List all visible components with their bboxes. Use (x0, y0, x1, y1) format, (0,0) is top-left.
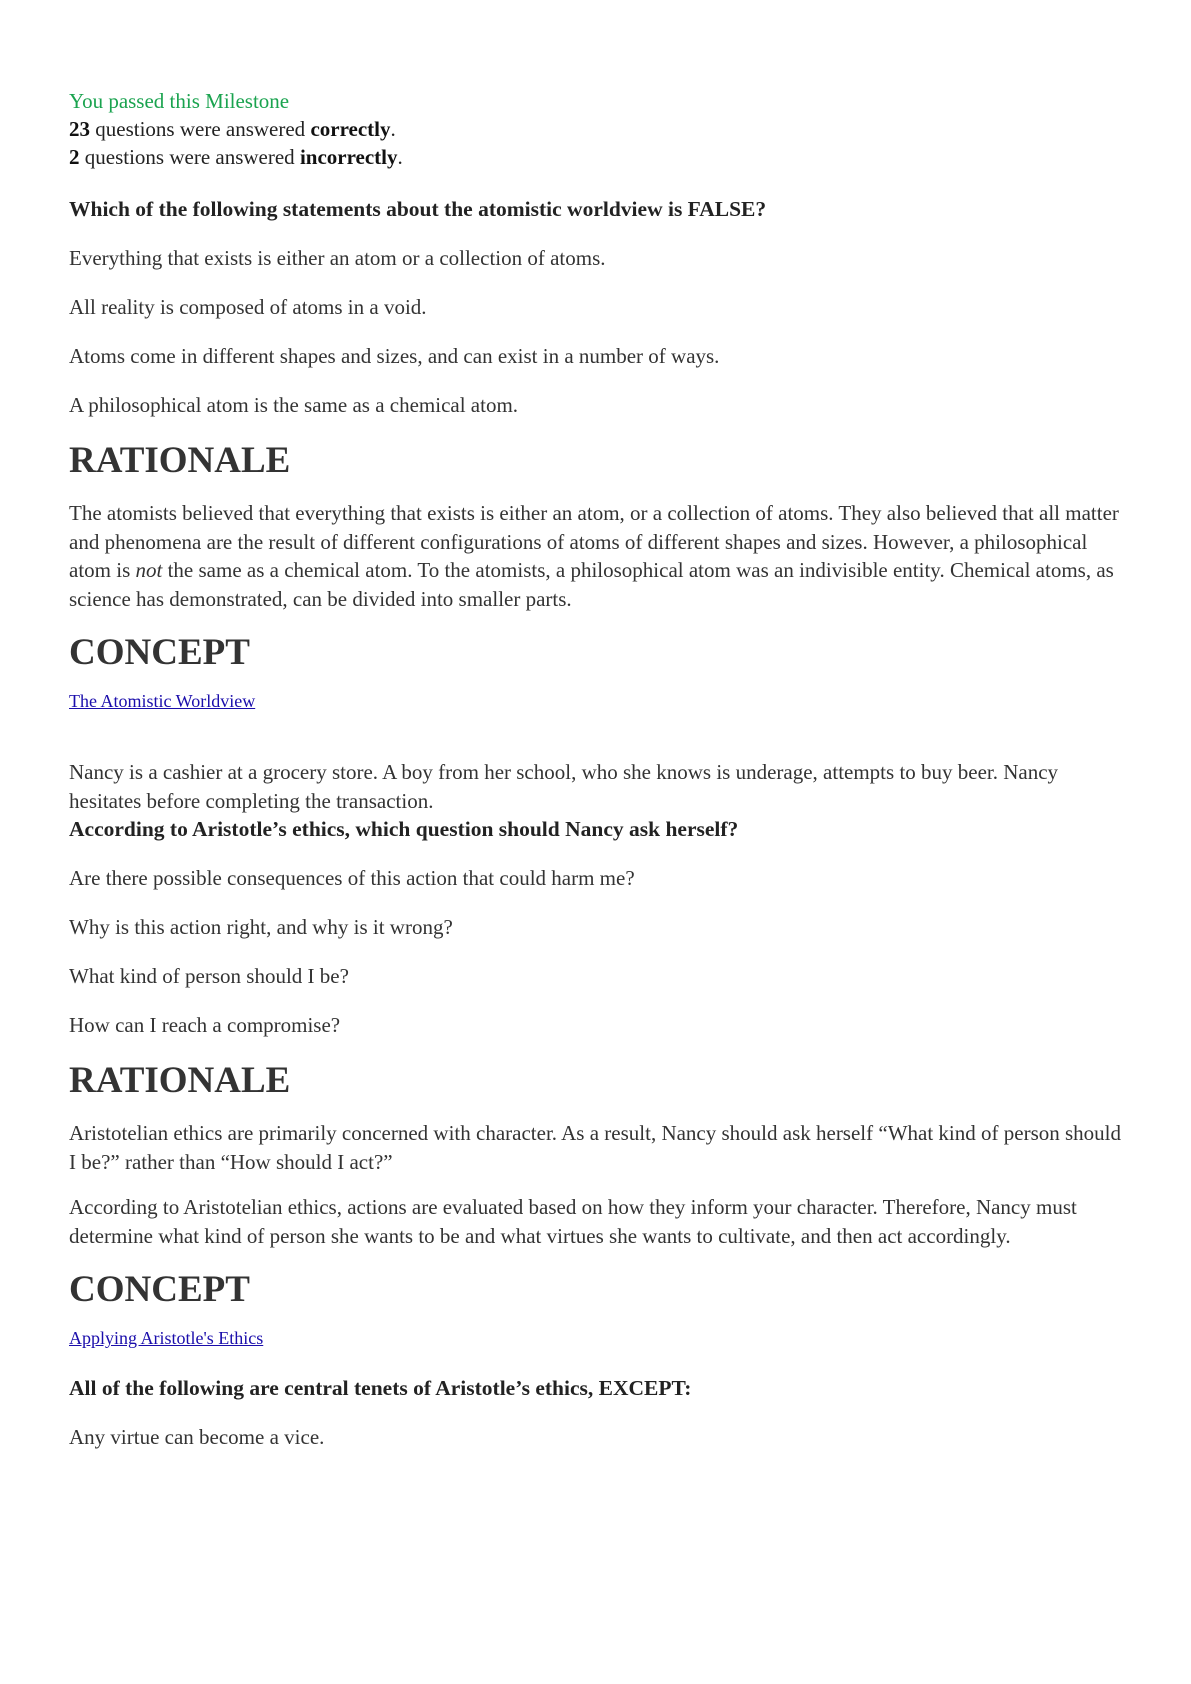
question-scenario: Nancy is a cashier at a grocery store. A boy from her school, who she knows is underage, attempts to buy beer. Nancy hesitates before completing the transaction. (69, 760, 1059, 813)
answer-option[interactable]: How can I reach a compromise? (69, 1013, 341, 1037)
answer-option[interactable]: Are there possible consequences of this action that could harm me? (69, 866, 635, 890)
concept-heading: CONCEPT (69, 632, 250, 673)
incorrect-period: . (397, 145, 403, 169)
rationale-text (69, 499, 1122, 613)
concept-heading: CONCEPT (69, 1269, 250, 1310)
question-block-3 (69, 1374, 1122, 1451)
answer-option[interactable]: Why is this action right, and why is it wrong? (69, 915, 453, 939)
correct-word: correctly (310, 117, 391, 141)
rationale-text: Aristotelian ethics are primarily concerned with character. As a result, Nancy should ask herself “What kind of person should I be?” rather than “How should I act?” (69, 1121, 1121, 1174)
correct-text: questions were answered (90, 117, 311, 141)
rationale-heading: RATIONALE (69, 1060, 291, 1101)
correct-period: . (390, 117, 396, 141)
concept-link[interactable]: Applying Aristotle's Ethics (69, 1328, 264, 1348)
answer-option[interactable]: Everything that exists is either an atom or a collection of atoms. (69, 246, 606, 270)
rationale-text-part: the same as a chemical atom. To the atomists, a philosophical atom was an indivisible entity. Chemical atoms, as science has demonstrated, can be divided into smaller parts. (69, 558, 1114, 611)
question-text: Which of the following statements about the atomistic worldview is FALSE? (69, 197, 767, 221)
answer-option[interactable]: A philosophical atom is the same as a chemical atom. (69, 393, 519, 417)
incorrect-text: questions were answered (79, 145, 300, 169)
rationale-text-part: The atomists believed that everything that exists is either an atom, or a collection of atoms. They also believed that all matter and phenomena are the result of different configurations of atoms of different shapes and sizes. However, a philosophical atom is (69, 501, 1119, 582)
question-text: According to Aristotle’s ethics, which question should Nancy ask herself? (69, 817, 739, 841)
rationale-emphasis: not (135, 558, 163, 582)
answer-option[interactable]: What kind of person should I be? (69, 964, 349, 988)
question-block-2 (69, 758, 1122, 1350)
correct-summary (69, 115, 1122, 143)
question-block-1 (69, 195, 1122, 713)
rationale-heading: RATIONALE (69, 440, 291, 481)
incorrect-word: incorrectly (299, 145, 398, 169)
answer-option[interactable]: Atoms come in different shapes and sizes, and can exist in a number of ways. (69, 344, 720, 368)
question-text: All of the following are central tenets of Aristotle’s ethics, EXCEPT: (69, 1376, 692, 1400)
incorrect-summary (69, 143, 1122, 171)
answer-option[interactable]: All reality is composed of atoms in a void. (69, 295, 427, 319)
correct-count: 23 (69, 117, 90, 141)
milestone-status: You passed this Milestone (69, 89, 290, 113)
answer-option[interactable]: Any virtue can become a vice. (69, 1425, 325, 1449)
incorrect-count: 2 (69, 145, 80, 169)
concept-link[interactable]: The Atomistic Worldview (69, 691, 256, 711)
rationale-text: According to Aristotelian ethics, actions are evaluated based on how they inform your character. Therefore, Nancy must determine what kind of person she wants to be and what virtues she wants to cultivate, and then act accordingly. (69, 1195, 1077, 1248)
